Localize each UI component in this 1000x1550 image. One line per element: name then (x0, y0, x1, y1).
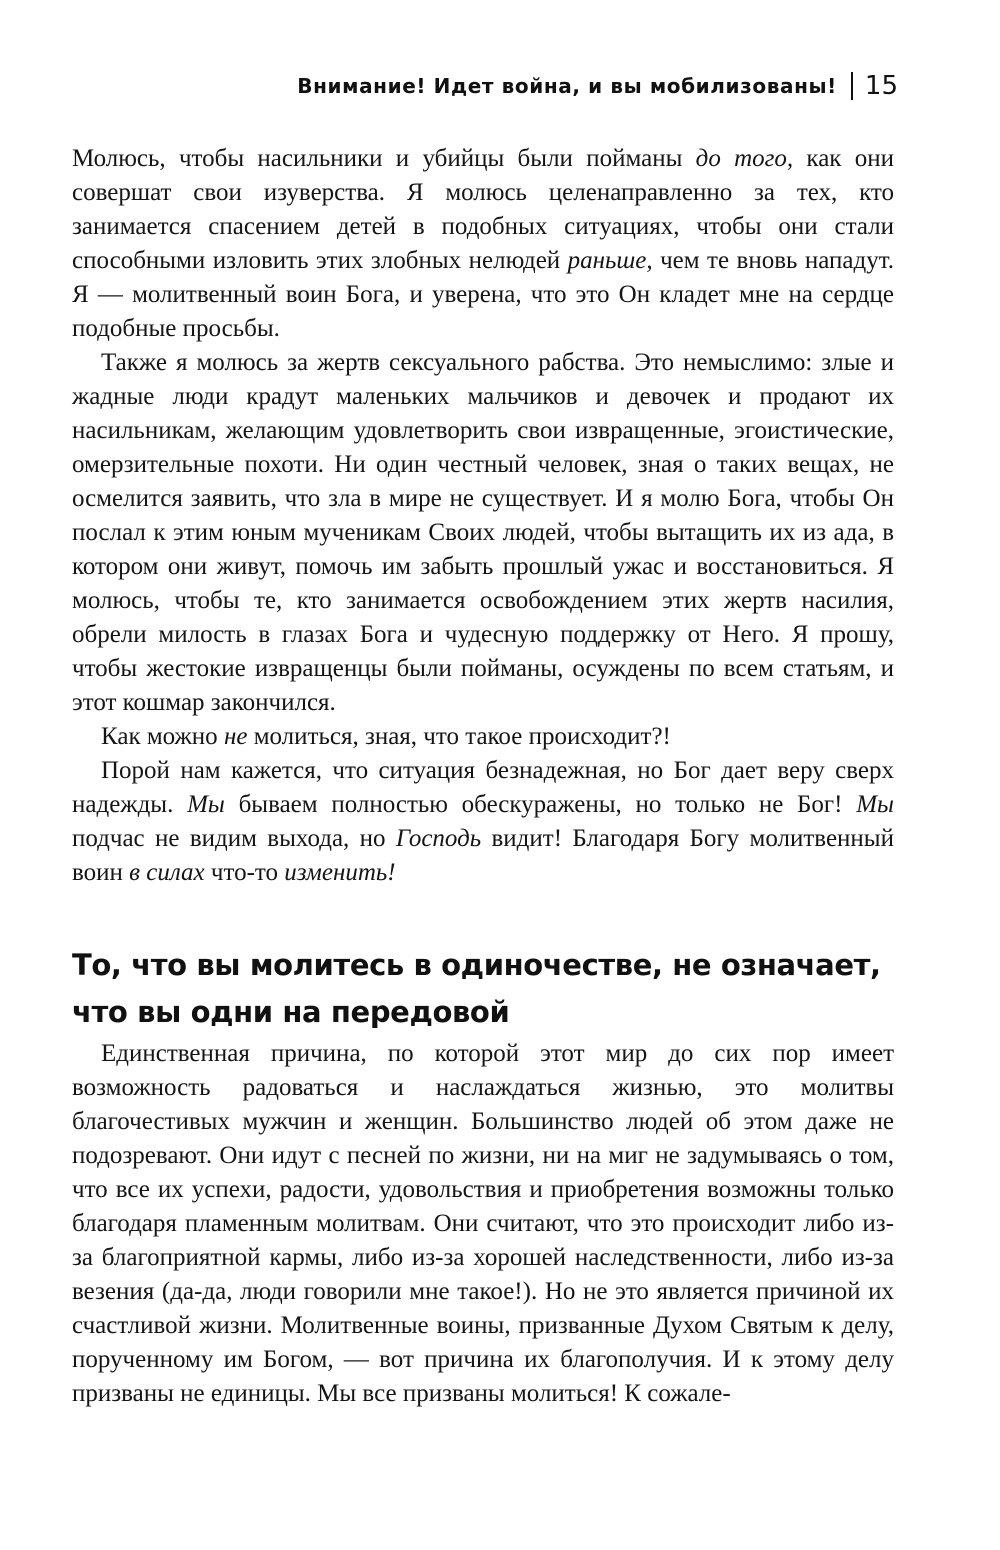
page-number: 15 (864, 71, 898, 101)
section-2-text (72, 1037, 894, 1411)
paragraph-3: Как можно не молиться, зная, что такое происходит?! (101, 723, 671, 750)
section-1-text (72, 142, 894, 890)
header-divider (851, 72, 853, 100)
chapter-title: Внимание! Идет война, и вы мобилизованы! (297, 74, 837, 98)
section-heading (72, 942, 902, 1036)
paragraph-2: Также я молюсь за жертв сексуального рабства. Это немыслимо: злые и жадные люди крадут маленьких мальчиков и девочек и продают их насильникам, желающим удовлетворить свои извращенные, эгоистические, омерзительные похоти. Ни один честный человек, зная о таких вещах, не осмелится заявить, что зла в мире не существует. И я молю Бога, чтобы Он послал к этим юным мученикам Своих людей, чтобы вытащить их из ада, в котором они живут, помочь им забыть прошлый ужас и восстановиться. Я молюсь, чтобы те, кто занимается освобождением этих жертв насилия, обрели милость в глазах Бога и чудесную поддержку от Него. Я прошу, чтобы жестокие извращенцы были пойманы, осуждены по всем статьям, и этот кошмар закончился. (72, 349, 894, 716)
paragraph-5: Единственная причина, по которой этот мир до сих пор имеет возможность радоваться и наслаждаться жизнью, это молитвы благочестивых мужчин и женщин. Большинство людей об этом даже не подозревают. Они идут с песней по жизни, ни на миг не задумываясь о том, что все их успехи, радости, удовольствия и приобретения возможны только благодаря пламенным молитвам. Они считают, что это происходит либо из-за благоприятной кармы, либо из-за хорошей наследственности, либо из-за везения (да-да, люди говорили мне такое!). Но не это является причиной их счастливой жизни. Молитвенные воины, призванные Духом Святым к делу, порученному им Богом, — вот причина их благополучия. И к этому делу призваны не единицы. Мы все призваны молиться! К сожале- (72, 1040, 894, 1407)
running-header (297, 66, 898, 106)
heading-line-2: что вы одни на передовой (72, 995, 510, 1029)
paragraph-4: Порой нам кажется, что ситуация безнадежная, но Бог дает веру сверх надежды. Мы бываем полностью обескуражены, но только не Бог! Мы подчас не видим выхода, но Господь видит! Благодаря Богу молитвенный воин в силах что-то изменить! (72, 757, 894, 886)
paragraph-1: Молюсь, чтобы насильники и убийцы были пойманы до того, как они совершат свои изуверства. Я молюсь целенаправленно за тех, кто занимается спасением детей в подобных ситуациях, чтобы они стали способными изловить этих злобных нелюдей раньше, чем те вновь нападут. Я — молитвенный воин Бога, и уверена, что это Он кладет мне на сердце подобные просьбы. (72, 145, 894, 342)
heading-line-1: То, что вы молитесь в одиночестве, не означает, (72, 948, 881, 982)
